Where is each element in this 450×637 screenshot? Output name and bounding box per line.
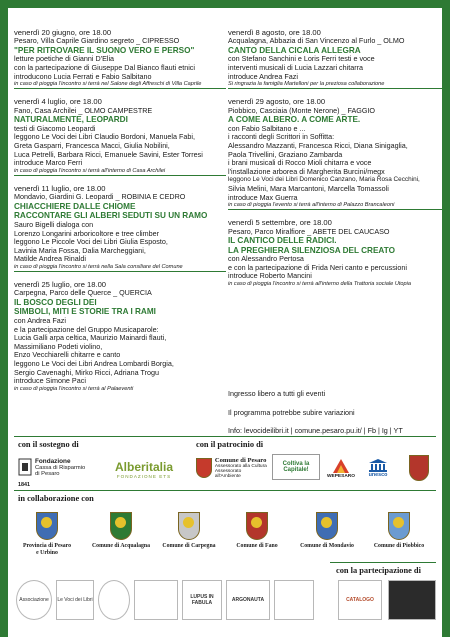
event-line: Paola Trivellini, Graziano Zambarda [228, 149, 343, 159]
fano-crest-icon [246, 512, 268, 540]
event-line: e la partecipazione del Gruppo Musicaparole: [14, 324, 159, 334]
event-title: CHIACCHIERE DALLE CHIOME [14, 201, 136, 211]
mondavio-crest-icon [316, 512, 338, 540]
event-line: i racconti degli Scrittori in Soffitta: [228, 132, 335, 142]
event-place: Carpegna, Parco delle Querce _ QUERCIA [14, 288, 152, 298]
event-line: Lavinia Maria Fossa, Dalia Marcheggiani, [14, 245, 146, 255]
alberitalia-sub: FONDAZIONE ETS [116, 473, 172, 479]
event-line: Luca Petrelli, Barbara Ricci, Emanuele Savini, Ester Torresi [14, 149, 203, 159]
event-place: Pesaro, Parco Miralfiore _ ABETE DEL CAUCASO [228, 226, 390, 236]
fondazione-year: 1841 [18, 482, 30, 488]
wepesaro-logo [324, 452, 358, 484]
unesco-logo [360, 452, 396, 484]
event-line: Silvia Melini, Mara Marcantoni, Marcella Tomassoli [228, 183, 389, 193]
left-column [14, 28, 226, 401]
top-border [0, 0, 450, 8]
event-line: Sergio Cavenaghi, Mirko Ricci, Adriana Trogu [14, 367, 160, 377]
ingresso-libero: Ingresso libero a tutti gli eventi [228, 389, 326, 398]
event-subtitle: RACCONTARE GLI ALBERI SEDUTI SU UN RAMO [14, 211, 208, 221]
event-line: con Stefano Sanchini e Loris Ferri testi e voce [228, 54, 375, 64]
event-line: introducono Lucia Ferrati e Fabio Salbitano [14, 71, 152, 81]
partner-logo-3 [98, 580, 130, 620]
alberitalia-logo [102, 452, 186, 486]
comune-pesaro-sub1: Assessorato alla Cultura [214, 464, 267, 469]
acqualagna-crest-icon [110, 512, 132, 540]
comune-provincia [16, 512, 78, 557]
provincia-crest-icon [36, 512, 58, 540]
event-line: Massimiliano Podeti violino, [14, 341, 103, 351]
alberitalia-name: Alberitalia [114, 459, 174, 474]
comune-fano [226, 512, 288, 550]
event-title: "PER RITROVARE IL SUONO VERO E PERSO" [14, 45, 195, 55]
event-title: IL BOSCO DEGLI DEI [14, 297, 97, 307]
event-line: Lucia Galli arpa celtica, Maurizio Mainardi flauti, [14, 333, 167, 343]
event-line: Lorenzo Longarini arboricoltore e tree climber [14, 228, 160, 238]
event-line: i brani musicali di Rocco Mioli chitarra e voce [228, 158, 372, 168]
event-note: in caso di pioggia l'incontro si terrà nella Sala consiliare del Comune [14, 263, 183, 270]
comune-name: Comune di Carpegna [162, 543, 216, 549]
fondazione-title: Fondazione [35, 457, 71, 465]
partner-logo-lupus: LUPUS IN FABULA [182, 580, 222, 620]
extra-crest-logo [402, 452, 436, 484]
unesco-temple-icon [368, 458, 388, 472]
event-8-agosto [228, 28, 442, 89]
pesaro-crest-icon [196, 458, 212, 478]
piobbico-crest-icon [388, 512, 410, 540]
partner-logo-2: Le Voci dei Libri [56, 580, 94, 620]
info-block [228, 390, 442, 436]
event-line: introduce Roberto Mancini [228, 271, 312, 281]
comune-name: Comune di Mondavio [300, 543, 354, 549]
comune-name: Comune di Acqualagna [92, 543, 150, 549]
event-line: Matilde Andrea Rinaldi [14, 254, 86, 264]
event-line: Alessandro Mazzanti, Francesca Ricci, Diana Sinigaglia, [228, 140, 408, 150]
event-date: venerdì 25 luglio, ore 18.00 [14, 280, 107, 290]
wepesaro-mark-icon [332, 458, 350, 474]
contact-info: Info: levocideilibri.it | comune.pesaro.pu.it/ | Fb | Ig | YT [228, 426, 403, 436]
event-line: Sauro Bigelli dialoga con [14, 219, 94, 229]
event-line: leggono Le Piccole Voci dei Libri Giulia Esposto, [14, 237, 168, 247]
carpegna-crest-icon [178, 512, 200, 540]
event-date: venerdì 4 luglio, ore 18.00 [14, 97, 102, 107]
event-line: leggono Le Voci dei Libri Domenico Canzano, Maria Rosa Cecchini, [228, 176, 420, 184]
event-title: IL CANTICO DELLE RADICI. [228, 236, 337, 246]
event-place: Pesaro, Villa Caprile Giardino segreto _ CIPRESSO [14, 36, 180, 46]
event-line: con Fabio Salbitano e ... [228, 123, 306, 133]
comune-carpegna [158, 512, 220, 550]
event-25-luglio [14, 280, 226, 393]
event-line: leggono Le Voci dei Libri Claudio Bordoni, Manuela Fabi, [14, 132, 196, 142]
event-line: introduce Marco Ferri [14, 158, 83, 168]
event-line: l'installazione arborea di Margherita Burcini/megx [228, 166, 385, 176]
partner-logo-catalogo: CATALOGO [338, 580, 382, 620]
event-line: con Alessandro Pertosa [228, 254, 304, 264]
event-line: introduce Andrea Fazi [228, 71, 298, 81]
comune-pesaro-logo [196, 452, 268, 484]
comune-name: Comune di Piobbico [373, 543, 425, 549]
fondazione-emblem-icon [18, 457, 32, 477]
partner-logo-9 [388, 580, 436, 620]
fondazione-logo [18, 452, 98, 482]
comune-piobbico [368, 512, 430, 550]
event-place: Acqualagna, Abbazia di San Vincenzo al Furlo _ OLMO [228, 36, 405, 46]
fondazione-sub2: di Pesaro [35, 470, 60, 477]
partecipazione-label: con la partecipazione di [336, 566, 421, 575]
collab-divider [14, 490, 436, 491]
event-date: venerdì 5 settembre, ore 18.00 [228, 218, 332, 228]
unesco-name: unesco [368, 472, 388, 478]
event-note: in caso di pioggia l'incontro si terrà all'interno della Trattoria sociale Utopia [228, 281, 411, 288]
sponsor-divider [14, 436, 436, 437]
event-note: in caso di pioggia l'evento si terrà all'interno di Palazzo Brancaleoni [228, 202, 395, 209]
event-line: con Andrea Fazi [14, 316, 66, 326]
crest-icon [409, 455, 429, 481]
comune-pesaro-sub2: Assessorato all'Ambiente [214, 469, 242, 479]
event-line: testi di Giacomo Leopardi [14, 123, 96, 133]
program-note: Il programma potrebbe subire variazioni [228, 407, 355, 417]
event-line: Enzo Vecchiarelli chitarre e canto [14, 350, 121, 360]
event-note: in caso di pioggia l'incontro si terrà al Palaeventi [14, 385, 134, 392]
event-note: in caso di pioggia l'incontro si terrà all'interno di Casa Archilei [14, 167, 166, 174]
event-line: con la partecipazione di Giuseppe Dal Bianco flauti etnici [14, 62, 195, 72]
event-line: letture poetiche di Gianni D'Elia [14, 54, 115, 64]
event-line: introduce Simone Paci [14, 376, 86, 386]
event-date: venerdì 20 giugno, ore 18.00 [14, 28, 112, 37]
coltiva-logo: Coltiva la Capitale! [272, 454, 320, 480]
left-border [0, 0, 8, 637]
comune-mondavio [296, 512, 358, 550]
patrocinio-label: con il patrocinio di [196, 440, 264, 449]
event-5-settembre [228, 218, 442, 288]
partner-logo-7 [274, 580, 314, 620]
event-date: venerdì 29 agosto, ore 18.00 [228, 97, 326, 107]
event-note: Si ringrazia la famiglia Martelloni per la preziosa collaborazione [228, 81, 385, 88]
comune-name: Comune di Fano [236, 543, 278, 549]
partner-logo-1: Associazione [16, 580, 52, 620]
partner-logo-argonauta: ARGONAUTA [226, 580, 270, 620]
event-place: Fano, Casa Archilei _ OLMO CAMPESTRE [14, 105, 153, 115]
collaborazione-label: in collaborazione con [18, 494, 94, 503]
event-20-giugno [14, 28, 226, 89]
comune-acqualagna [90, 512, 152, 550]
event-title: CANTO DELLA CICALA ALLEGRA [228, 45, 361, 55]
right-border [442, 0, 450, 637]
event-line: leggono Le Voci dei Libri Andrea Lombardi Borgia, [14, 359, 174, 369]
fondazione-sub1: Cassa di Risparmio [35, 464, 86, 471]
event-11-luglio [14, 184, 226, 272]
event-line: interventi musicali di Lucia Lazzari chitarra [228, 62, 364, 72]
sostegno-label: con il sostegno di [18, 440, 79, 449]
event-line: e con la partecipazione di Frida Neri canto e percussioni [228, 262, 407, 272]
event-29-agosto [228, 97, 442, 210]
event-title: A COME ALBERO. A COME ARTE. [228, 115, 361, 125]
event-line: Greta Gasparri, Francesca Macci, Giulia Nobilini, [14, 140, 170, 150]
comune-name: Provincia di Pesaro e Urbino [22, 543, 72, 556]
partner-logo-4 [134, 580, 178, 620]
event-subtitle: SIMBOLI, MITI E STORIE TRA I RAMI [14, 307, 156, 317]
event-date: venerdì 11 luglio, ore 18.00 [14, 183, 106, 193]
event-place: Piobbico, Casciaia (Monte Nerone) _ FAGGIO [228, 105, 376, 115]
event-title: NATURALMENTE, LEOPARDI [14, 115, 128, 125]
event-4-luglio [14, 97, 226, 176]
right-column [228, 28, 442, 296]
event-date: venerdì 8 agosto, ore 18.00 [228, 28, 321, 37]
event-subtitle: LA PREGHIERA SILENZIOSA DEL CREATO [228, 245, 395, 255]
event-note: in caso di pioggia l'incontro si terrà nel Salone degli Affreschi di Villa Caprile [14, 81, 202, 88]
wepesaro-name: WEPESARO [327, 473, 355, 479]
event-place: Mondavio, Giardini G. Leopardi _ ROBINIA E CEDRO [14, 192, 186, 202]
partecipazione-divider [330, 562, 436, 563]
comune-pesaro-name: Comune di Pesaro [214, 457, 267, 464]
event-line: introduce Max Guerra [228, 192, 298, 202]
